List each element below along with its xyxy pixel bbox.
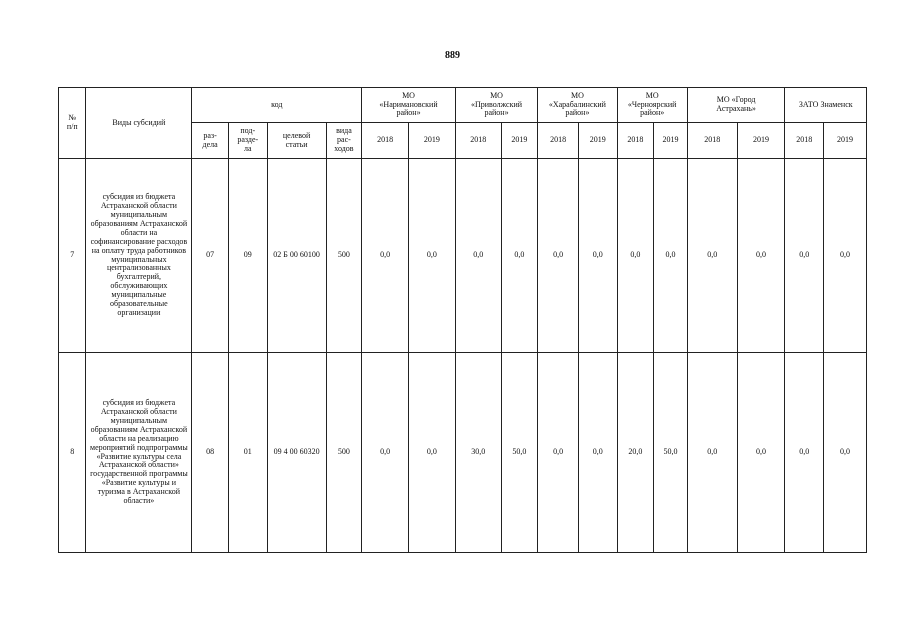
- subsidies-table: [58, 87, 867, 553]
- year-header: 2019: [737, 123, 785, 159]
- value-cell: 0,0: [538, 159, 579, 353]
- year-header: 2018: [455, 123, 501, 159]
- value-cell: 0,0: [362, 353, 409, 553]
- value-cell: 20,0: [617, 353, 654, 553]
- code-target: 02 Б 00 60100: [267, 159, 326, 353]
- col-header-num: № п/п: [59, 88, 86, 159]
- col-header-vid: вида рас- ходов: [326, 123, 362, 159]
- year-header: 2019: [654, 123, 688, 159]
- value-cell: 0,0: [501, 159, 538, 353]
- col-header-mo-chernoyar: МО «Черноярский район»: [617, 88, 687, 123]
- value-cell: 0,0: [409, 353, 456, 553]
- row-number: 8: [59, 353, 86, 553]
- year-header: 2018: [538, 123, 579, 159]
- value-cell: 0,0: [654, 159, 688, 353]
- value-cell: 0,0: [824, 353, 867, 553]
- col-header-types: Виды субсидий: [86, 88, 192, 159]
- col-header-target: целевой статьи: [267, 123, 326, 159]
- value-cell: 0,0: [455, 159, 501, 353]
- year-header: 2019: [824, 123, 867, 159]
- col-header-mo-privolzh: МО «Приволжский район»: [455, 88, 537, 123]
- value-cell: 0,0: [737, 353, 785, 553]
- value-cell: 0,0: [824, 159, 867, 353]
- subsidy-description: субсидия из бюджета Астраханской области муниципальным образованиям Астраханской области на софинансирование расходов на оплату труда работников муниципальных централизованных бухгалтерий, обслуживающих муниципальные образовательные организации: [86, 159, 192, 353]
- header-row-1: [59, 88, 867, 123]
- subsidy-description: субсидия из бюджета Астраханской области муниципальным образованиям Астраханской области на реализацию мероприятий подпрограммы «Развитие культуры села Астраханской области» государственной программы «Развитие культуры и туризма в Астраханской области»: [86, 353, 192, 553]
- code-target: 09 4 00 60320: [267, 353, 326, 553]
- value-cell: 0,0: [578, 159, 617, 353]
- value-cell: 0,0: [737, 159, 785, 353]
- code-vid: 500: [326, 159, 362, 353]
- code-vid: 500: [326, 353, 362, 553]
- table-row: [59, 353, 867, 553]
- year-header: 2019: [501, 123, 538, 159]
- value-cell: 0,0: [362, 159, 409, 353]
- year-header: 2018: [362, 123, 409, 159]
- year-header: 2019: [578, 123, 617, 159]
- value-cell: 0,0: [687, 353, 737, 553]
- code-razdel: 07: [192, 159, 229, 353]
- value-cell: 0,0: [538, 353, 579, 553]
- col-header-mo-kharabali: МО «Харабалинский район»: [538, 88, 617, 123]
- value-cell: 0,0: [785, 353, 824, 553]
- value-cell: 0,0: [617, 159, 654, 353]
- value-cell: 0,0: [687, 159, 737, 353]
- code-podrazdel: 01: [228, 353, 267, 553]
- row-number: 7: [59, 159, 86, 353]
- value-cell: 30,0: [455, 353, 501, 553]
- page-number: 889: [445, 50, 460, 61]
- col-header-podrazdel: под- разде- ла: [228, 123, 267, 159]
- year-header: 2018: [687, 123, 737, 159]
- col-header-mo-astrakhan: МО «Город Астрахань»: [687, 88, 785, 123]
- code-razdel: 08: [192, 353, 229, 553]
- value-cell: 50,0: [501, 353, 538, 553]
- col-header-mo-narimanov: МО «Наримановский район»: [362, 88, 456, 123]
- year-header: 2019: [409, 123, 456, 159]
- col-header-razdel: раз- дела: [192, 123, 229, 159]
- value-cell: 0,0: [578, 353, 617, 553]
- code-podrazdel: 09: [228, 159, 267, 353]
- year-header: 2018: [617, 123, 654, 159]
- table-row: [59, 159, 867, 353]
- col-header-zato-znamensk: ЗАТО Знаменск: [785, 88, 867, 123]
- value-cell: 50,0: [654, 353, 688, 553]
- value-cell: 0,0: [409, 159, 456, 353]
- value-cell: 0,0: [785, 159, 824, 353]
- year-header: 2018: [785, 123, 824, 159]
- col-header-code: код: [192, 88, 362, 123]
